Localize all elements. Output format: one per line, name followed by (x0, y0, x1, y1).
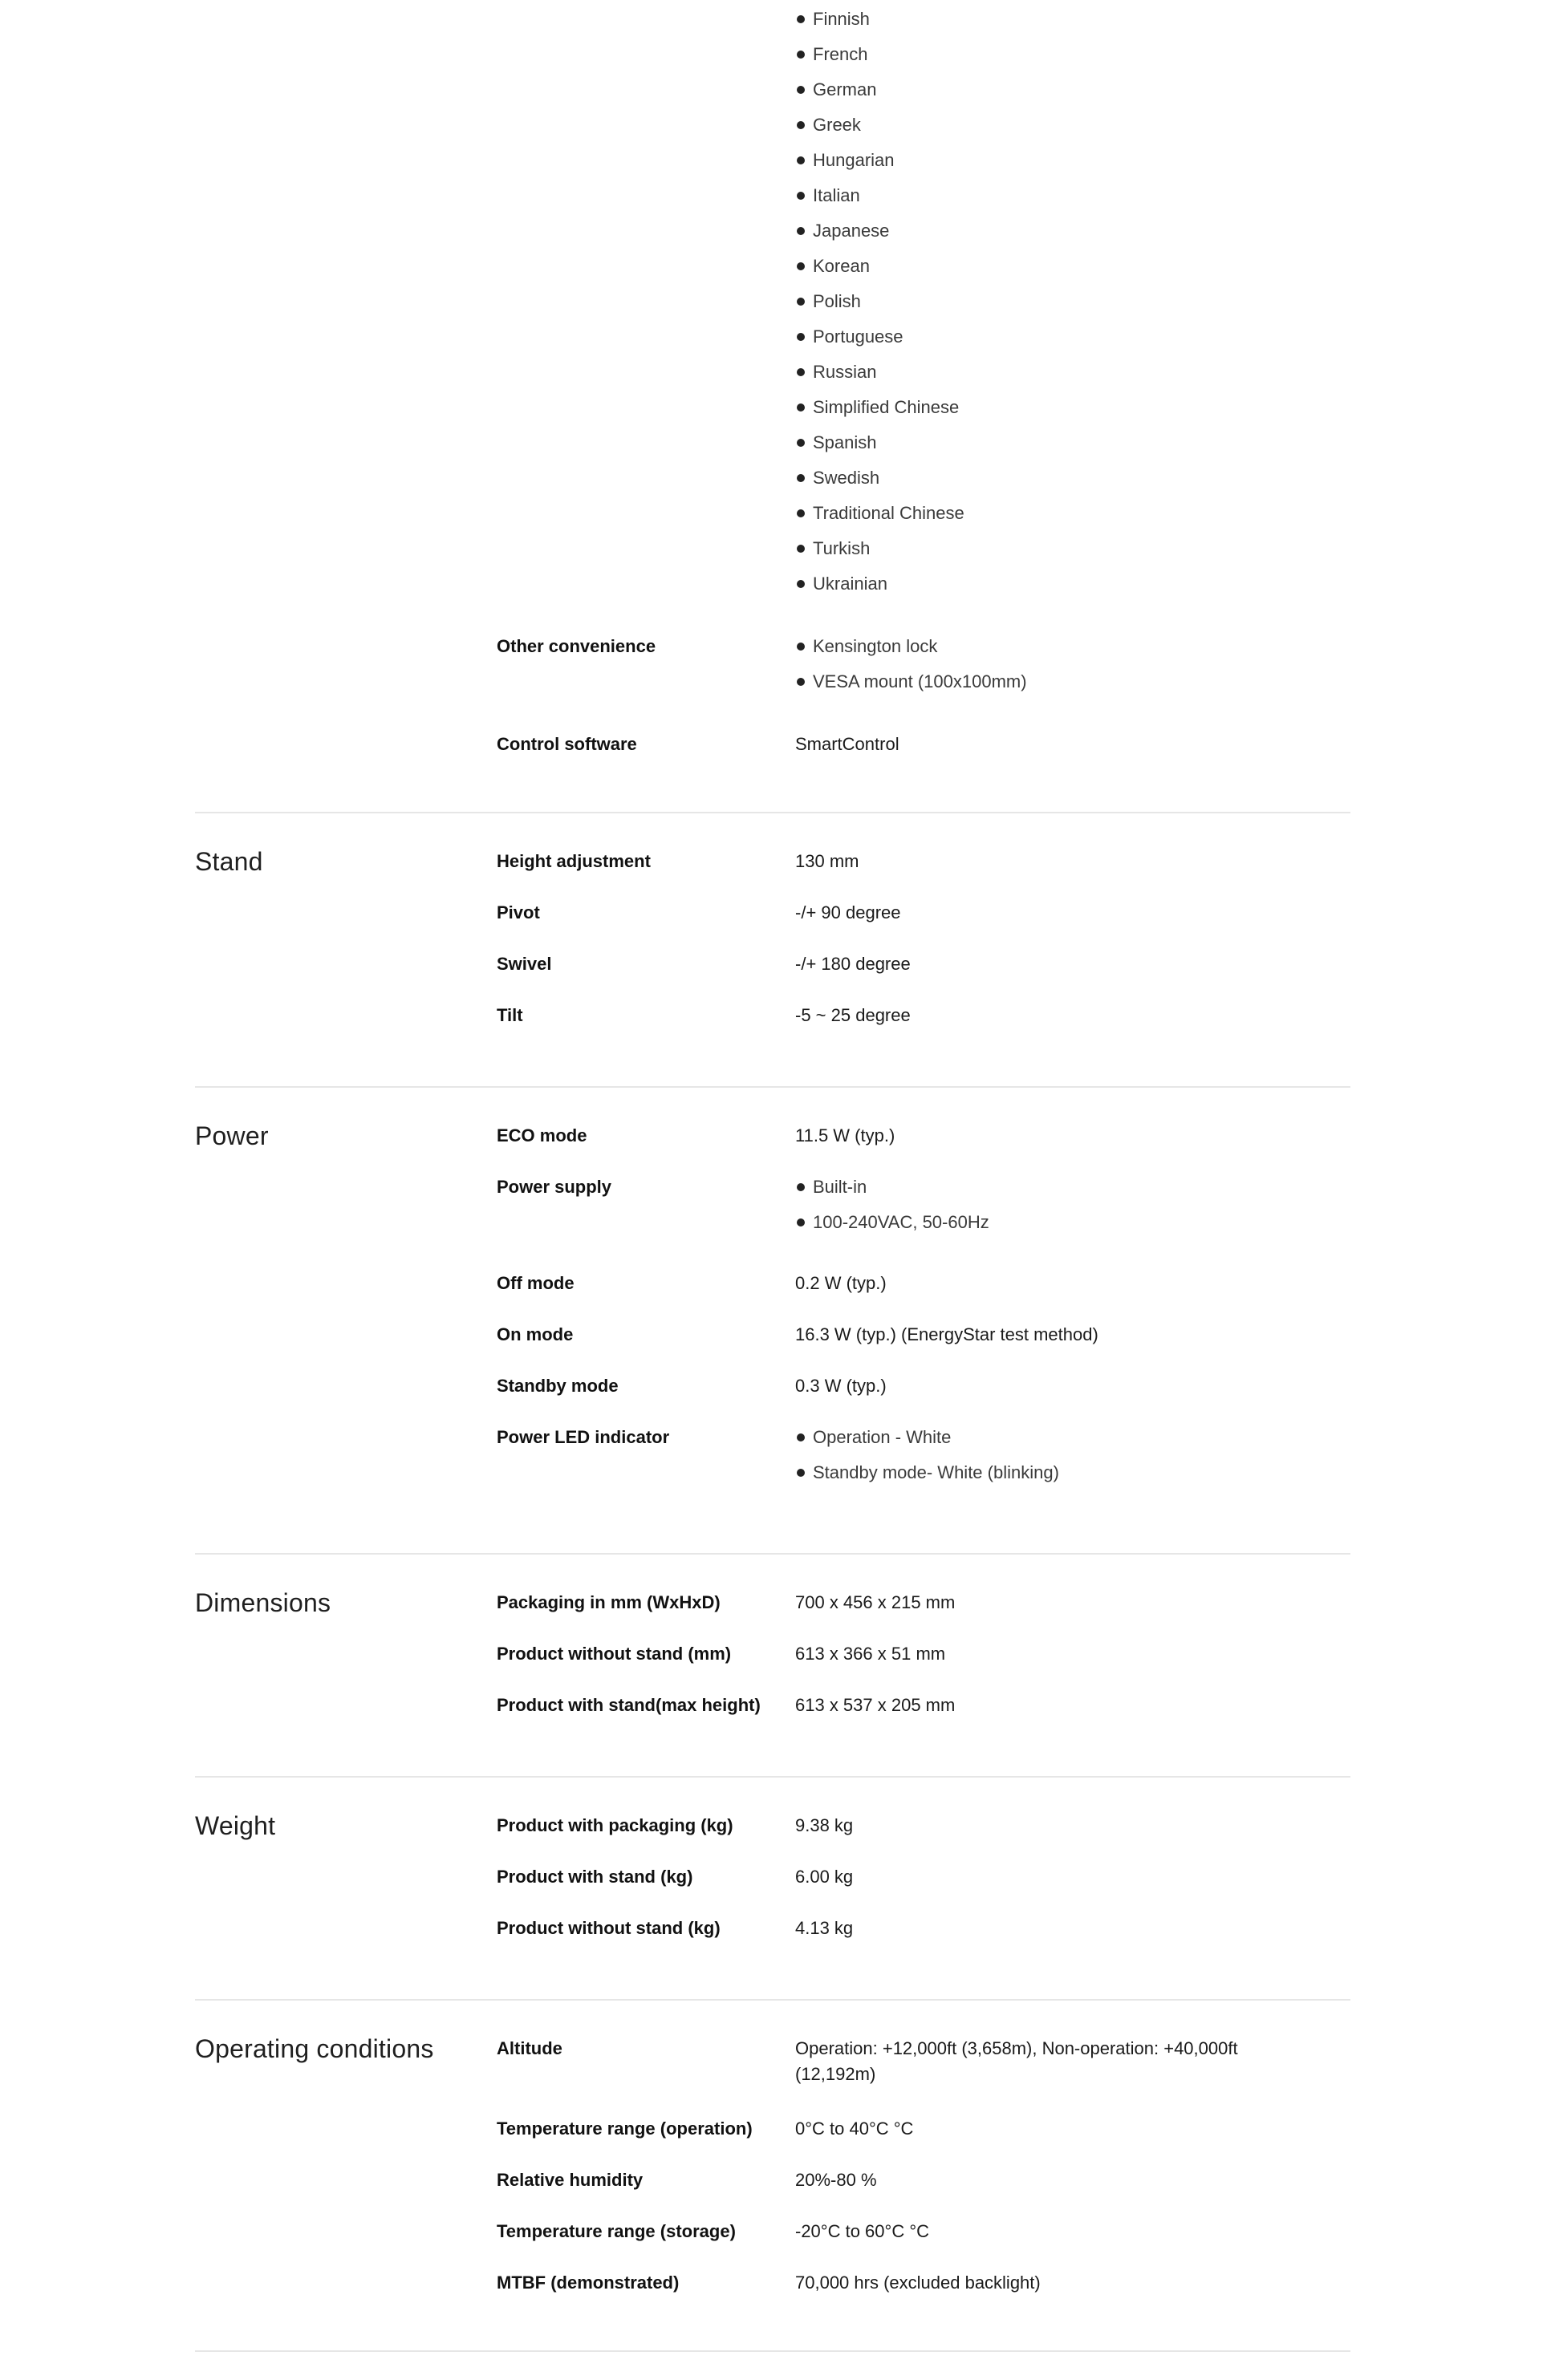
on-mode-label: On mode (497, 1324, 574, 1344)
eco-mode-value: 11.5 W (typ.) (795, 1125, 895, 1145)
section-title-weight: Weight (195, 1811, 276, 1840)
convenience-item: VESA mount (100x100mm) (795, 669, 1309, 704)
standby-mode-label: Standby mode (497, 1376, 619, 1396)
mtbf-label: MTBF (demonstrated) (497, 2273, 680, 2293)
language-item: Portuguese (795, 324, 1309, 359)
temp-storage-label: Temperature range (storage) (497, 2221, 736, 2241)
section-divider (195, 1999, 1350, 2001)
language-item: Spanish (795, 430, 1309, 465)
section-divider (195, 1086, 1350, 1088)
temp-storage-value: -20°C to 60°C °C (795, 2221, 930, 2241)
languages-value (795, 6, 1309, 606)
weight-with-stand-label: Product with stand (kg) (497, 1867, 693, 1887)
power-led-item: Standby mode- White (blinking) (795, 1460, 1309, 1495)
power-led-item: Operation - White (795, 1425, 1309, 1460)
pivot-label: Pivot (497, 902, 540, 922)
language-item: Italian (795, 183, 1309, 218)
swivel-label: Swivel (497, 954, 552, 974)
language-item: Traditional Chinese (795, 501, 1309, 536)
height-adjustment-value: 130 mm (795, 851, 859, 871)
power-led-list (795, 1425, 1309, 1495)
power-supply-item: Built-in (795, 1174, 1309, 1210)
section-divider (195, 812, 1350, 813)
language-item: Finnish (795, 6, 1309, 42)
packaging-value: 700 x 456 x 215 mm (795, 1592, 956, 1612)
section-divider (195, 2350, 1350, 2352)
altitude-value: Operation: +12,000ft (3,658m), Non-operation: +40,000ft (12,192m) (795, 2038, 1238, 2084)
weight-with-packaging-label: Product with packaging (kg) (497, 1815, 733, 1835)
language-item: Hungarian (795, 148, 1309, 183)
power-supply-label: Power supply (497, 1177, 612, 1197)
other-convenience-list (795, 634, 1309, 704)
swivel-value: -/+ 180 degree (795, 954, 911, 974)
other-convenience-value (795, 634, 1309, 704)
height-adjustment-label: Height adjustment (497, 851, 651, 871)
humidity-label: Relative humidity (497, 2170, 644, 2190)
convenience-item: Kensington lock (795, 634, 1309, 669)
weight-without-stand-value: 4.13 kg (795, 1918, 854, 1938)
temp-operation-label: Temperature range (operation) (497, 2118, 753, 2139)
section-title-operating-conditions: Operating conditions (195, 2034, 434, 2063)
off-mode-label: Off mode (497, 1273, 575, 1293)
languages-list (795, 6, 1309, 606)
power-supply-list (795, 1174, 1309, 1245)
other-convenience-label: Other convenience (497, 636, 656, 656)
control-software-value: SmartControl (795, 734, 899, 754)
product-with-stand-label: Product with stand(max height) (497, 1695, 761, 1715)
power-led-value (795, 1425, 1309, 1495)
weight-with-stand-value: 6.00 kg (795, 1867, 854, 1887)
humidity-value: 20%-80 % (795, 2170, 877, 2190)
language-item: French (795, 42, 1309, 77)
power-supply-item: 100-240VAC, 50-60Hz (795, 1210, 1309, 1245)
eco-mode-label: ECO mode (497, 1125, 587, 1145)
section-title-power: Power (195, 1121, 269, 1150)
control-software-label: Control software (497, 734, 637, 754)
language-item: Swedish (795, 465, 1309, 501)
language-item: Korean (795, 253, 1309, 289)
power-supply-value (795, 1174, 1309, 1245)
language-item: Turkish (795, 536, 1309, 571)
language-item: Greek (795, 112, 1309, 148)
weight-with-packaging-value: 9.38 kg (795, 1815, 854, 1835)
off-mode-value: 0.2 W (typ.) (795, 1273, 887, 1293)
section-divider (195, 1776, 1350, 1778)
altitude-label: Altitude (497, 2038, 562, 2058)
section-divider (195, 1553, 1350, 1555)
language-item: Japanese (795, 218, 1309, 253)
product-without-stand-label: Product without stand (mm) (497, 1644, 732, 1664)
product-without-stand-value: 613 x 366 x 51 mm (795, 1644, 946, 1664)
language-item: Simplified Chinese (795, 395, 1309, 430)
mtbf-value: 70,000 hrs (excluded backlight) (795, 2273, 1041, 2293)
language-item: Russian (795, 359, 1309, 395)
product-with-stand-value: 613 x 537 x 205 mm (795, 1695, 956, 1715)
weight-without-stand-label: Product without stand (kg) (497, 1918, 721, 1938)
tilt-value: -5 ~ 25 degree (795, 1005, 911, 1025)
temp-operation-value: 0°C to 40°C °C (795, 2118, 914, 2139)
standby-mode-value: 0.3 W (typ.) (795, 1376, 887, 1396)
pivot-value: -/+ 90 degree (795, 902, 901, 922)
tilt-label: Tilt (497, 1005, 523, 1025)
power-led-label: Power LED indicator (497, 1427, 670, 1447)
language-item: Polish (795, 289, 1309, 324)
section-title-dimensions: Dimensions (195, 1588, 331, 1617)
on-mode-value: 16.3 W (typ.) (EnergyStar test method) (795, 1324, 1098, 1344)
language-item: German (795, 77, 1309, 112)
language-item: Ukrainian (795, 571, 1309, 606)
section-title-stand: Stand (195, 847, 263, 876)
packaging-label: Packaging in mm (WxHxD) (497, 1592, 721, 1612)
